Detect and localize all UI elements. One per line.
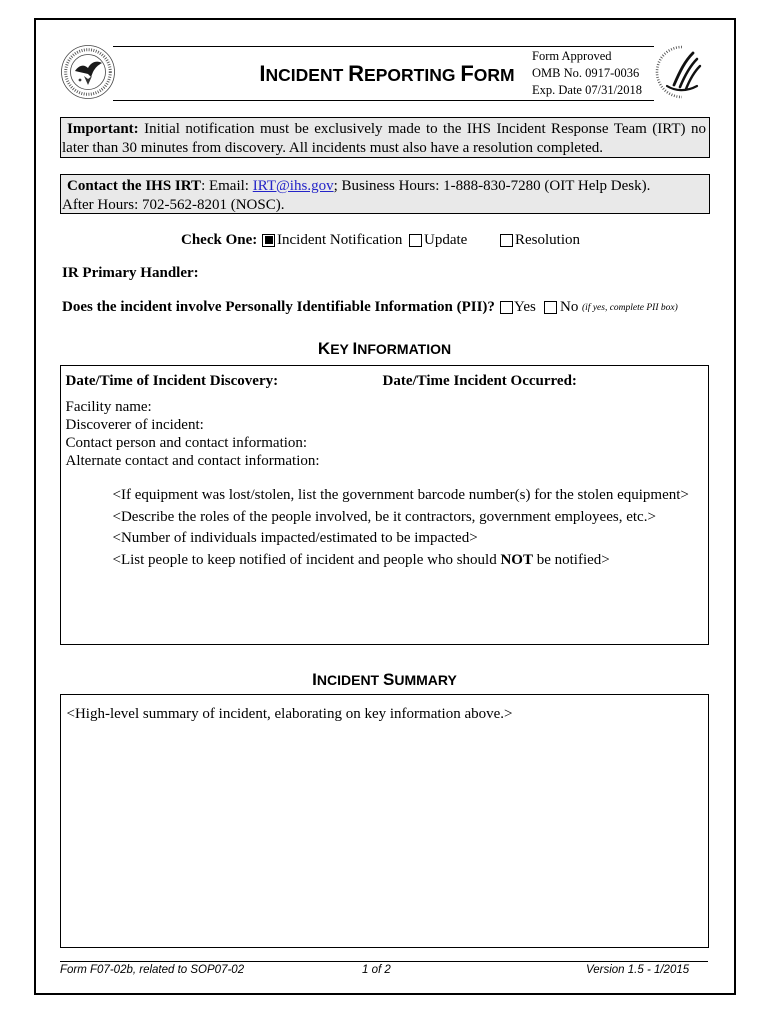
form-approved-text: Form Approved [532, 48, 612, 63]
occurred-datetime-label: Date/Time Incident Occurred: [382, 372, 577, 389]
hhs-stroke-base [667, 86, 697, 90]
update-label: Update [424, 232, 468, 248]
important-line-2: later than 30 minutes from discovery. All incidents must also have a resolution completed. [62, 139, 603, 156]
heading-letters: UMMARY [394, 672, 457, 688]
discovery-datetime-label: Date/Time of Incident Discovery: [65, 372, 279, 389]
omb-number-text: OMB No. 0917-0036 [532, 65, 640, 80]
facility-name-label: Facility name: [65, 398, 152, 415]
important-line-1 [62, 120, 706, 139]
heading-letters: NCIDENT [265, 65, 344, 85]
pii-question: Does the incident involve Personally Identifiable Information (PII)? [62, 299, 495, 315]
seal-dot [79, 79, 82, 82]
notify-prompt-start: <List people to keep notified of incident and people who should [112, 551, 497, 568]
update-checkbox[interactable] [409, 234, 422, 247]
heading-initial: I [352, 339, 358, 358]
header-bottom-rule [113, 100, 654, 101]
heading-letters: EY [330, 341, 349, 357]
pii-no-checkbox[interactable] [544, 301, 557, 314]
irt-email-link[interactable]: IRT@ihs.gov [252, 177, 334, 194]
heading-initial: I [312, 670, 317, 689]
key-fields-list [66, 398, 320, 470]
heading-initial: S [383, 670, 395, 689]
ihs-seal-logo [60, 44, 116, 105]
equipment-prompt: <If equipment was lost/stolen, list the government barcode number(s) for the stolen equipment> [112, 487, 689, 503]
pii-yes-checkbox[interactable] [500, 301, 513, 314]
heading-initial: K [317, 339, 331, 358]
business-hours-text: ; Business Hours: 1-888-830-7280 (OIT Help Desk). [333, 177, 651, 194]
pii-no-label: No [560, 299, 579, 315]
resolution-label: Resolution [515, 232, 581, 248]
footer-rule [60, 961, 708, 962]
heading-letters: NCIDENT [316, 672, 380, 688]
contact-irt-box [60, 174, 710, 214]
incident-notification-label: Incident Notification [277, 232, 403, 248]
incident-summary-box [60, 694, 709, 948]
heading-initial: F [460, 61, 474, 86]
contact-person-label: Contact person and contact information: [65, 434, 308, 451]
notify-prompt [113, 550, 689, 572]
resolution-checkbox[interactable] [500, 234, 513, 247]
important-label: Important: [67, 120, 139, 137]
footer-form-reference: Form F07-02b, related to SOP07-02 [60, 964, 245, 976]
summary-prompt: <High-level summary of incident, elaborating on key information above.> [66, 705, 513, 722]
alternate-contact-label: Alternate contact and contact information: [65, 452, 320, 469]
seal-eagle-shape [75, 62, 102, 77]
key-information-heading [60, 339, 709, 359]
check-one-label: Check One: [181, 232, 258, 248]
hhs-eagle-logo [652, 44, 704, 105]
ihs-seal-graphic [60, 44, 116, 100]
email-prefix: : Email: [201, 177, 249, 194]
omb-approval-block [532, 48, 642, 99]
incident-summary-heading [60, 670, 709, 690]
important-text-1: Initial notification must be exclusively made to the IHS Incident Response Team (IRT) no [144, 120, 706, 137]
hhs-eagle-graphic [652, 44, 704, 100]
heading-initial: R [348, 61, 365, 86]
after-hours-text: After Hours: 702-562-8201 (NOSC). [62, 196, 285, 213]
heading-initial: I [259, 61, 266, 86]
roles-prompt: <Describe the roles of the people involved, be it contractors, government employees, etc.> [112, 508, 656, 525]
footer-version: Version 1.5 - 1/2015 [586, 964, 690, 976]
footer-page-number: 1 of 2 [362, 964, 391, 976]
contact-line-1 [62, 177, 709, 196]
notify-prompt-end: be notified> [536, 551, 610, 568]
notify-prompt-emphasis: NOT [500, 551, 533, 568]
important-notice-box [60, 117, 710, 158]
individuals-impacted-prompt: <Number of individuals impacted/estimated to be impacted> [112, 530, 478, 546]
ir-primary-handler-label: IR Primary Handler: [62, 265, 199, 281]
expiration-date-text: Exp. Date 07/31/2018 [532, 82, 643, 97]
heading-letters: EPORTING [364, 65, 456, 85]
heading-letters: ORM [473, 65, 515, 85]
pii-note: (if yes, complete PII box) [582, 303, 678, 313]
seal-tail-shape [84, 76, 92, 85]
heading-letters: NFORMATION [357, 341, 452, 357]
incident-notification-checkbox[interactable] [262, 234, 275, 247]
discoverer-label: Discoverer of incident: [65, 416, 204, 433]
contact-label: Contact the IHS IRT [67, 177, 202, 194]
key-prompts-list [113, 485, 689, 571]
form-title [187, 61, 587, 88]
pii-yes-label: Yes [514, 299, 536, 315]
key-information-box [60, 365, 709, 645]
